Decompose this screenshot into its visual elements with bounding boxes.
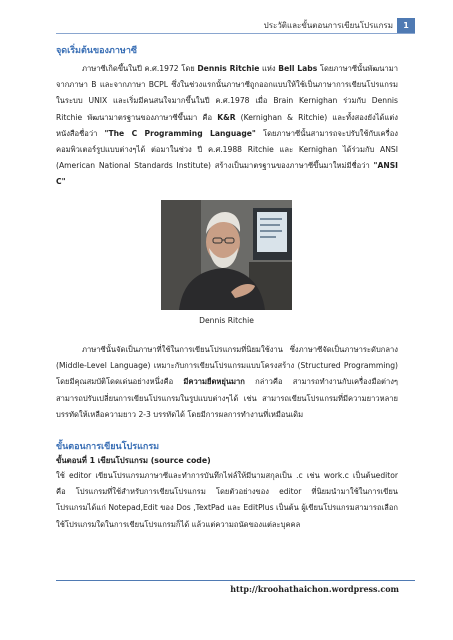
text-run: แห่ง <box>259 64 279 73</box>
portrait-image <box>161 200 292 310</box>
emphasis-flexible: มีความยืดหยุ่นมาก <box>183 377 245 387</box>
section-origin <box>56 44 398 191</box>
photo-caption: Dennis Ritchie <box>199 316 254 325</box>
text-run: โดยภาษาซีนั้นสามารถจะปรับใช้กับเครื่องคอมพิวเตอร์รูปแบบต่างๆได้ ต่อมาในช่วง ปี ค.ศ.1988 Ritchie และ Kernighan ได้ร่วมกับ ANSI (American National Standards Institute) สร้างเป็นมาตรฐานของภาษาซีขึ้นมาใหม่มีชื่อว่า <box>56 128 398 171</box>
header-divider <box>56 33 415 34</box>
section-programming-steps <box>56 440 398 533</box>
text-run: โดยภาษาซีนั้นพัฒนามาจากภาษา B และจากภาษา BCPL ซึ่งในช่วงแรกนั้นภาษาซีถูกออกแบบให้ใช้เป็นภาษาการเขียนโปรแกรมในระบบ UNIX และเริ่มมีคนสนใจมากขึ้นในปี ค.ศ.1978 เมื่อ Brain Kernighan ร่วมกับ Dennis Ritchie พัฒนามาตรฐานของภาษาซีขึ้นมา คือ <box>56 64 398 122</box>
photo-dennis-ritchie <box>161 200 292 310</box>
name-ansi-c: "ANSI C" <box>56 161 398 187</box>
section-origin-continued <box>56 342 398 423</box>
name-bell-labs: Bell Labs <box>278 64 318 73</box>
footer-url: http://kroohathaichon.wordpress.com <box>230 584 399 594</box>
header-title: ประวัติและขั้นตอนการเขียนโปรแกรม <box>263 21 393 30</box>
text-run: กล่าวคือ สามารถทำงานกับเครื่องมือต่างๆ สามารถปรับเปลี่ยนการเขียนโปรแกรมในรูปแบบต่างๆได้ เช่น สามารถเขียนโปรแกรมที่มีความยาวหลายบรรทัดให้เหลือความยาว 2-3 บรรทัดได้ โดยมีการผลการทำงานที่เหมือนเดิม <box>56 377 398 419</box>
page-number-badge: 1 <box>397 18 415 33</box>
text-run: (Kernighan & Ritchie) และทั้งสองยังได้แต่งหนังสือชื่อว่า <box>56 112 398 138</box>
book-title: "The C Programming Language" <box>104 128 256 138</box>
text-run: ภาษาซีนั้นจัดเป็นภาษาที่ใช้ในการเขียนโปรแกรมที่นิยมใช้งาน ซึ่งภาษาซีจัดเป็นภาษาระดับกลาง (Middle-Level Language) เหมาะกับการเขียนโปรแกรมแบบโครงสร้าง (Structured Programming) โดยมีคุณสมบัติโดดเด่นอย่างหนึ่งคือ <box>56 345 398 387</box>
step-1-heading: ขั้นตอนที่ 1 เขียนโปรแกรม (source code) <box>56 456 211 465</box>
name-kr: K&R <box>217 112 236 122</box>
paragraph-step-1: ใช้ editor เขียนโปรแกรมภาษาซีและทำการบันทึกไฟล์ให้มีนามสกุลเป็น .c เช่น work.c เป็นต้นeditor คือ โปรแกรมที่ใช้สำหรับการเขียนโปรแกรม โดยตัวอย่างของ editor ที่นิยมนำมาใช้ในการเขียนโปรแกรมได้แก่ Notepad,Edit ของ Dos ,TextPad และ EditPlus เป็นต้น ผู้เขียนโปรแกรมสามารถเลือกใช้โปรแกรมใดในการเขียนโปรแกรมก็ได้ แล้วแต่ความถนัดของแต่ละบุคคล <box>56 471 398 529</box>
footer-divider <box>56 580 415 581</box>
paragraph-origin <box>56 61 398 191</box>
paragraph-features <box>56 342 398 423</box>
text-run: ภาษาซีเกิดขึ้นในปี ค.ศ.1972 โดย <box>82 64 198 73</box>
section-heading-steps: ขั้นตอนการเขียนโปรแกรม <box>56 442 160 452</box>
section-heading-origin: จุดเริ่มต้นของภาษาซี <box>56 46 137 56</box>
page-header <box>0 18 453 34</box>
name-dennis-ritchie: Dennis Ritchie <box>197 64 260 73</box>
